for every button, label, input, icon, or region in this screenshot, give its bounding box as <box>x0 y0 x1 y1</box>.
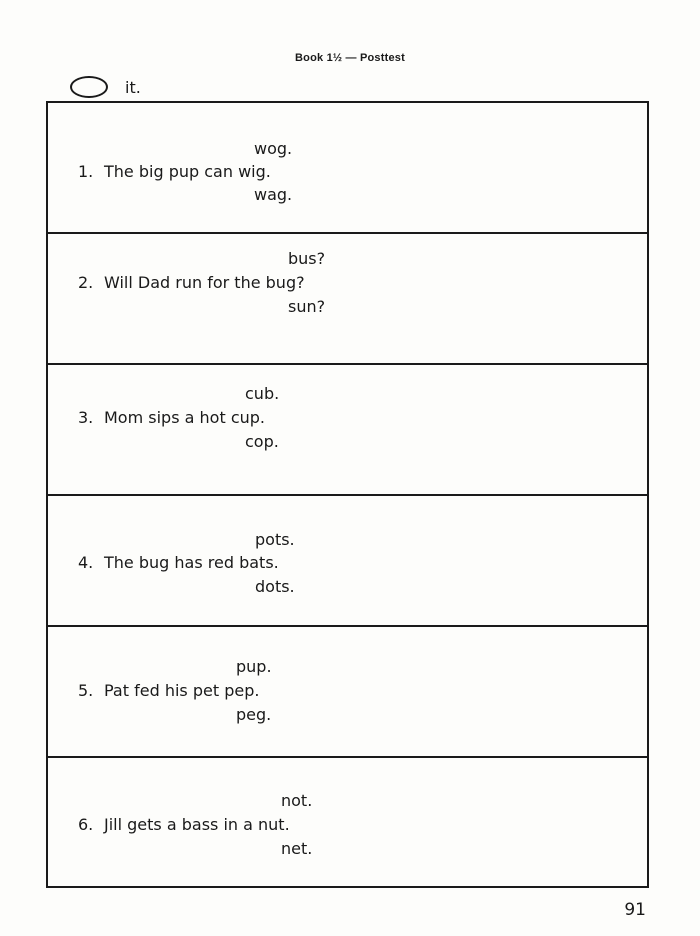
item-option-top[interactable]: pots. <box>255 530 295 549</box>
item-option-top[interactable]: cub. <box>245 384 280 403</box>
item-option-top[interactable]: pup. <box>236 657 272 676</box>
item-option-middle[interactable]: wig. <box>238 162 271 181</box>
item-stem-text: Mom sips a hot <box>104 408 226 427</box>
item-stem-text: The bug has red <box>104 553 234 572</box>
item-option-middle[interactable]: pep. <box>224 681 260 700</box>
item-number: 5. <box>78 681 94 700</box>
item-stem <box>104 406 265 430</box>
item-stem-text: The big pup can <box>104 162 233 181</box>
item-number: 1. <box>78 162 94 181</box>
item-5 <box>48 627 647 758</box>
item-option-top[interactable]: not. <box>281 791 313 810</box>
items-box <box>46 101 649 888</box>
item-option-bottom[interactable]: peg. <box>236 705 272 724</box>
item-stem <box>104 160 271 184</box>
item-number: 3. <box>78 408 94 427</box>
item-4 <box>48 496 647 627</box>
item-stem <box>104 679 259 703</box>
item-option-top[interactable]: wog. <box>254 139 293 158</box>
item-option-middle[interactable]: nut. <box>258 815 290 834</box>
item-stem-text: Jill gets a bass in a <box>104 815 253 834</box>
item-stem <box>104 271 305 295</box>
item-2 <box>48 234 647 365</box>
item-option-bottom[interactable]: dots. <box>255 577 295 596</box>
page-header-title: Book 1½ — Posttest <box>295 52 405 64</box>
item-option-bottom[interactable]: net. <box>281 839 313 858</box>
item-stem <box>104 551 279 575</box>
item-3 <box>48 365 647 496</box>
item-stem-text: Will Dad run for the <box>104 273 261 292</box>
item-option-middle[interactable]: cup. <box>230 408 265 427</box>
item-option-top[interactable]: bus? <box>288 249 326 268</box>
page-number: 91 <box>624 900 646 920</box>
instruction-text: it. <box>125 77 141 97</box>
item-option-bottom[interactable]: wag. <box>254 185 293 204</box>
item-number: 6. <box>78 815 94 834</box>
item-option-middle[interactable]: bug? <box>265 273 305 292</box>
item-1 <box>48 103 647 234</box>
item-option-bottom[interactable]: sun? <box>288 297 326 316</box>
item-option-bottom[interactable]: cop. <box>245 432 279 451</box>
item-number: 2. <box>78 273 94 292</box>
item-stem-text: Pat fed his pet <box>104 681 220 700</box>
item-option-middle[interactable]: bats. <box>239 553 279 572</box>
item-stem <box>104 813 290 837</box>
item-number: 4. <box>78 553 94 572</box>
instruction <box>70 72 141 102</box>
oval-icon <box>70 76 108 98</box>
item-6 <box>48 758 647 889</box>
